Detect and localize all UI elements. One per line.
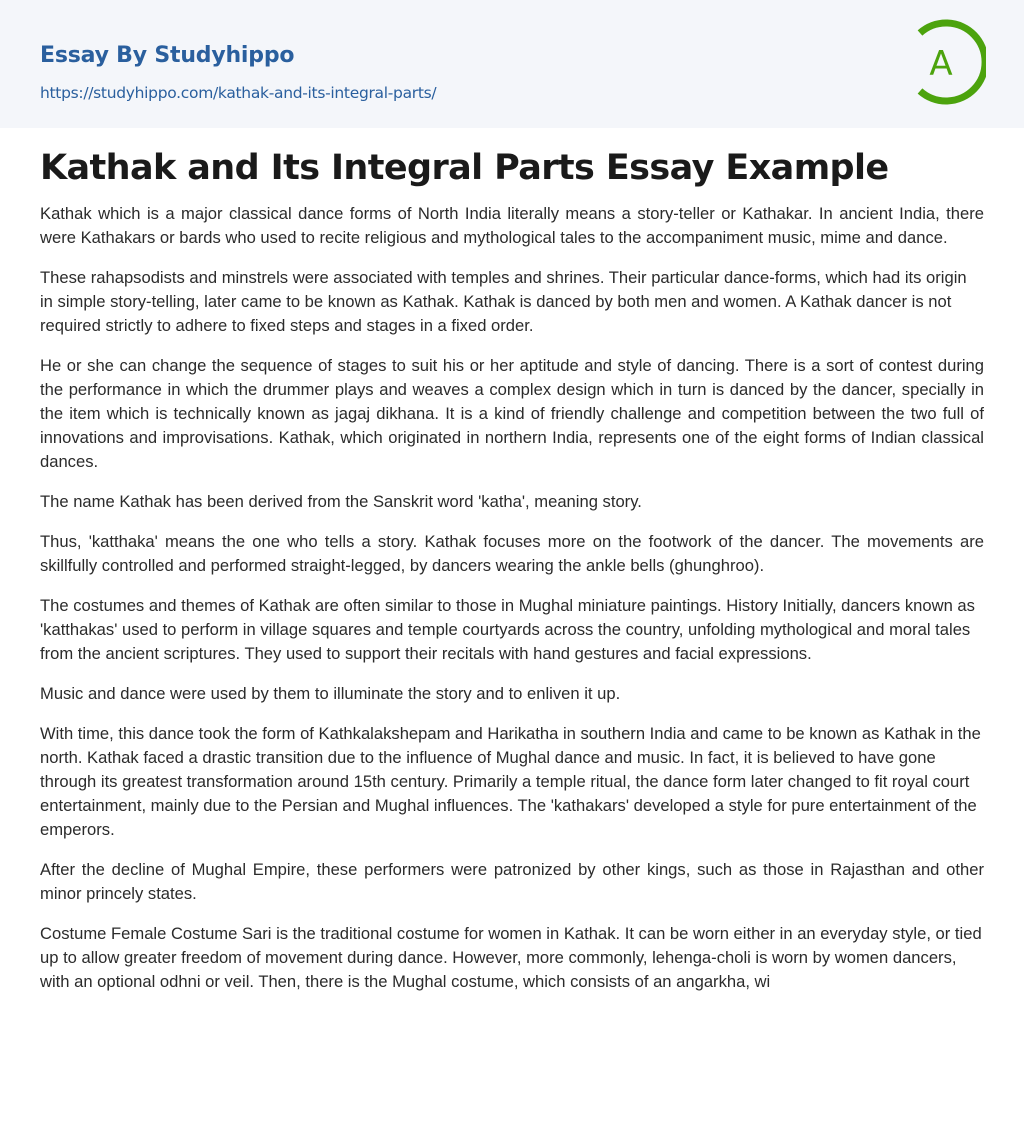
article: [0, 146, 1024, 994]
paragraph: These rahapsodists and minstrels were associated with temples and shrines. Their particular dance-forms, which had its origin in simple story-telling, later came to be known as Kathak. Kathak is danced by both men and women. A Kathak dancer is not required strictly to adhere to fixed steps and stages in a fixed order.: [40, 268, 967, 335]
paragraph: The costumes and themes of Kathak are often similar to those in Mughal miniature paintings. History Initially, dancers known as 'katthakas' used to perform in village squares and temple courtyards across the country, unfolding mythological and moral tales from the ancient scriptures. They used to support their recitals with hand gestures and facial expressions.: [40, 596, 975, 663]
paragraph: The name Kathak has been derived from the Sanskrit word 'katha', meaning story.: [40, 492, 642, 511]
paragraph: With time, this dance took the form of Kathkalakshepam and Harikatha in southern India and came to be known as Kathak in the north. Kathak faced a drastic transition due to the influence of Mughal dance and music. In fact, it is believed to have gone through its greatest transformation around 15th century. Primarily a temple ritual, the dance form later changed to fit royal court entertainment, mainly due to the Persian and Mughal influences. The 'kathakars' developed a style for pure entertainment of the emperors.: [40, 724, 981, 839]
page-title: Kathak and Its Integral Parts Essay Example: [40, 148, 889, 188]
studyhippo-logo-icon[interactable]: [914, 19, 986, 105]
source-url-link[interactable]: https://studyhippo.com/kathak-and-its-integral-parts/: [40, 84, 437, 102]
paragraph: Kathak which is a major classical dance forms of North India literally means a story-teller or Kathakar. In ancient India, there were Kathakars or bards who used to recite religious and mythological tales to the accompaniment music, mime and dance.: [40, 204, 984, 247]
brand-title: Essay By Studyhippo: [40, 43, 295, 68]
paragraph: Thus, 'katthaka' means the one who tells a story. Kathak focuses more on the footwork of the dancer. The movements are skillfully controlled and performed straight-legged, by dancers wearing the ankle bells (ghunghroo).: [40, 532, 984, 575]
paragraph: Music and dance were used by them to illuminate the story and to enliven it up.: [40, 684, 621, 703]
paragraph: Costume Female Costume Sari is the traditional costume for women in Kathak. It can be worn either in an everyday style, or tied up to allow greater freedom of movement during dance. However, more commonly, lehenga-choli is worn by women dancers, with an optional odhni or veil. Then, there is the Mughal costume, which consists of an angarkha, wi: [40, 924, 982, 991]
logo-letter: A: [929, 44, 953, 84]
paragraph: After the decline of Mughal Empire, these performers were patronized by other kings, such as those in Rajasthan and other minor princely states.: [40, 860, 984, 903]
paragraph: He or she can change the sequence of stages to suit his or her aptitude and style of dancing. There is a sort of contest during the performance in which the drummer plays and weaves a complex design which in turn is danced by the dancer, specially in the item which is technically known as jagaj dikhana. It is a kind of friendly challenge and competition between the two full of innovations and improvisations. Kathak, which originated in northern India, represents one of the eight forms of Indian classical dances.: [40, 356, 984, 471]
site-header: [0, 0, 1024, 128]
